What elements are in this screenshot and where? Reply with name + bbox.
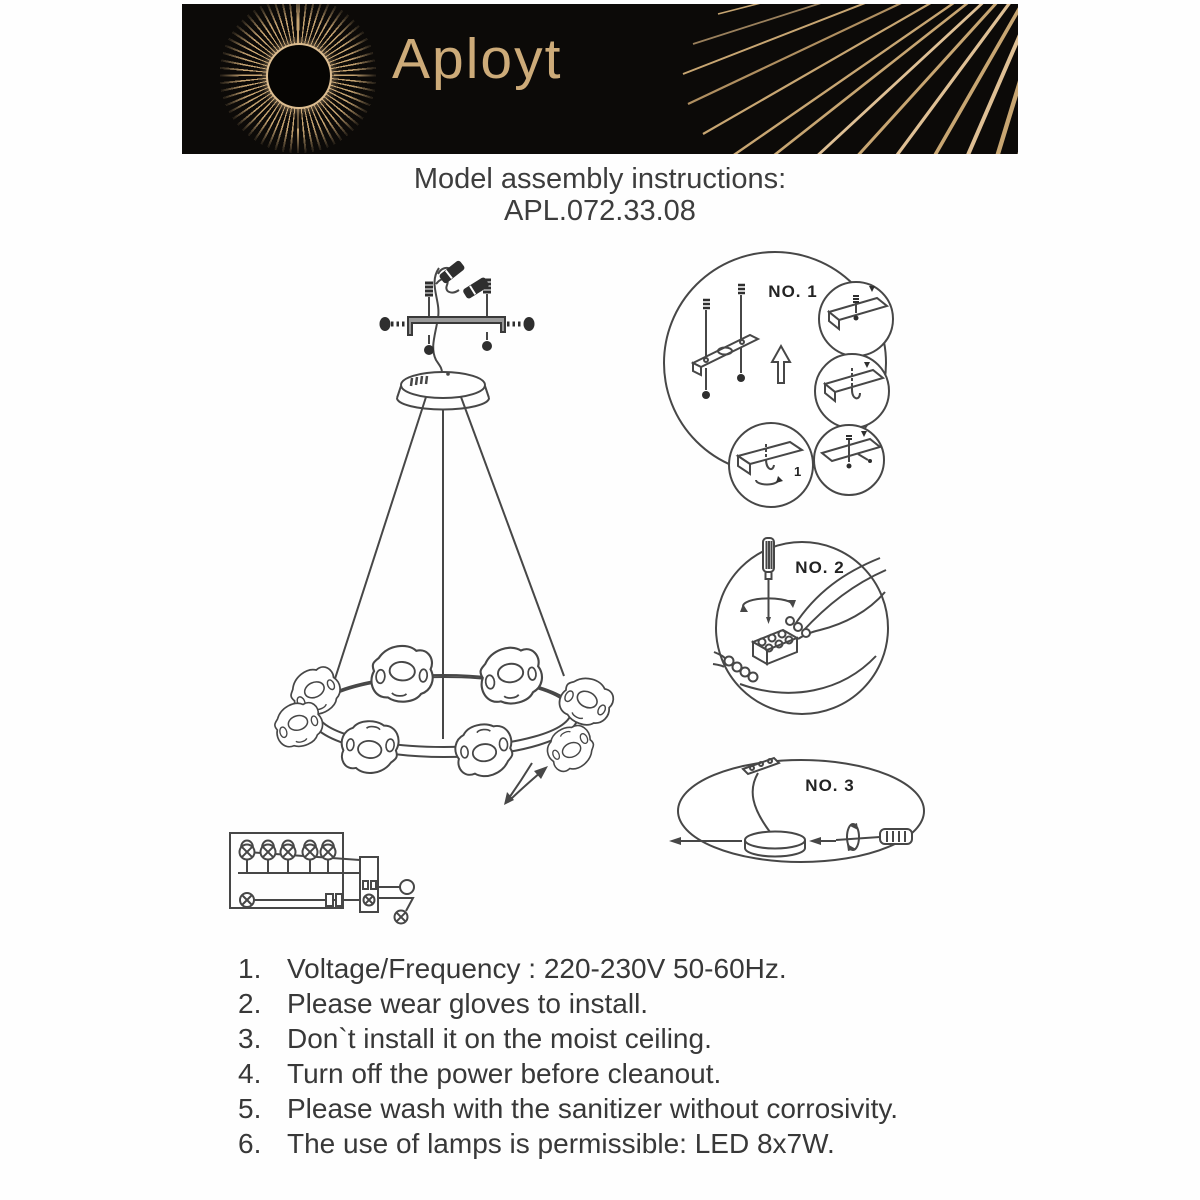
item-number: 6. xyxy=(238,1128,262,1159)
no1-substep xyxy=(814,425,884,495)
detail-no3-label: NO. 3 xyxy=(805,776,855,795)
detail-no1-label: NO. 1 xyxy=(768,282,818,301)
lampshade xyxy=(478,645,544,707)
ceiling-canopy xyxy=(397,372,489,410)
list-item xyxy=(238,1126,898,1161)
left-arrow xyxy=(669,837,681,845)
item-text: Don`t install it on the moist ceiling. xyxy=(287,1023,712,1054)
no1-substep xyxy=(729,423,813,507)
item-text: Voltage/Frequency : 220-230V 50-60Hz. xyxy=(287,953,787,984)
chandelier-drawing xyxy=(270,260,619,805)
wire-connector xyxy=(438,260,465,285)
page-title: Model assembly instructions: xyxy=(413,163,787,195)
item-text: Turn off the power before cleanout. xyxy=(287,1058,722,1089)
lampshade xyxy=(370,644,435,704)
instructions-list xyxy=(238,951,898,1161)
lampshade xyxy=(453,722,515,779)
item-number: 4. xyxy=(238,1058,262,1089)
lampshade xyxy=(339,718,401,775)
no1-substep xyxy=(819,282,893,356)
detail-circle-no3 xyxy=(669,758,924,862)
detail-no2-label: NO. 2 xyxy=(795,558,845,577)
brand-name: Aployt xyxy=(392,27,563,91)
driver-box xyxy=(360,857,378,912)
list-item xyxy=(238,986,898,1021)
mounting-bar xyxy=(380,317,535,335)
connector-terminal xyxy=(400,880,414,894)
brand-banner xyxy=(182,4,1018,154)
item-text: Please wear gloves to install. xyxy=(287,988,649,1019)
item-number: 5. xyxy=(238,1093,262,1124)
list-item xyxy=(238,1056,898,1091)
assembly-diagram xyxy=(180,240,1020,940)
corner-rays-decoration xyxy=(598,4,1018,154)
item-number: 3. xyxy=(238,1023,262,1054)
item-number: 1. xyxy=(238,953,262,984)
list-item xyxy=(238,1021,898,1056)
wiring-diagram xyxy=(230,833,414,924)
item-text: Please wash with the sanitizer without corrosivity. xyxy=(287,1093,899,1124)
item-text: The use of lamps is permissible: LED 8x7W. xyxy=(287,1128,835,1159)
lampshade xyxy=(541,720,600,777)
model-number: APL.072.33.08 xyxy=(504,195,696,227)
no1-substep-number: 1 xyxy=(794,464,802,479)
list-item xyxy=(238,951,898,986)
no1-substep xyxy=(815,354,889,428)
title-block xyxy=(0,163,1200,227)
detail-circle-no2 xyxy=(713,538,888,714)
detail-circle-no1 xyxy=(664,252,893,507)
list-item xyxy=(238,1091,898,1126)
lamp-symbol xyxy=(395,911,408,924)
mounting-screw xyxy=(482,280,492,351)
sunburst-core xyxy=(266,43,332,109)
rotate-arrows xyxy=(504,763,548,805)
item-number: 2. xyxy=(238,988,262,1019)
